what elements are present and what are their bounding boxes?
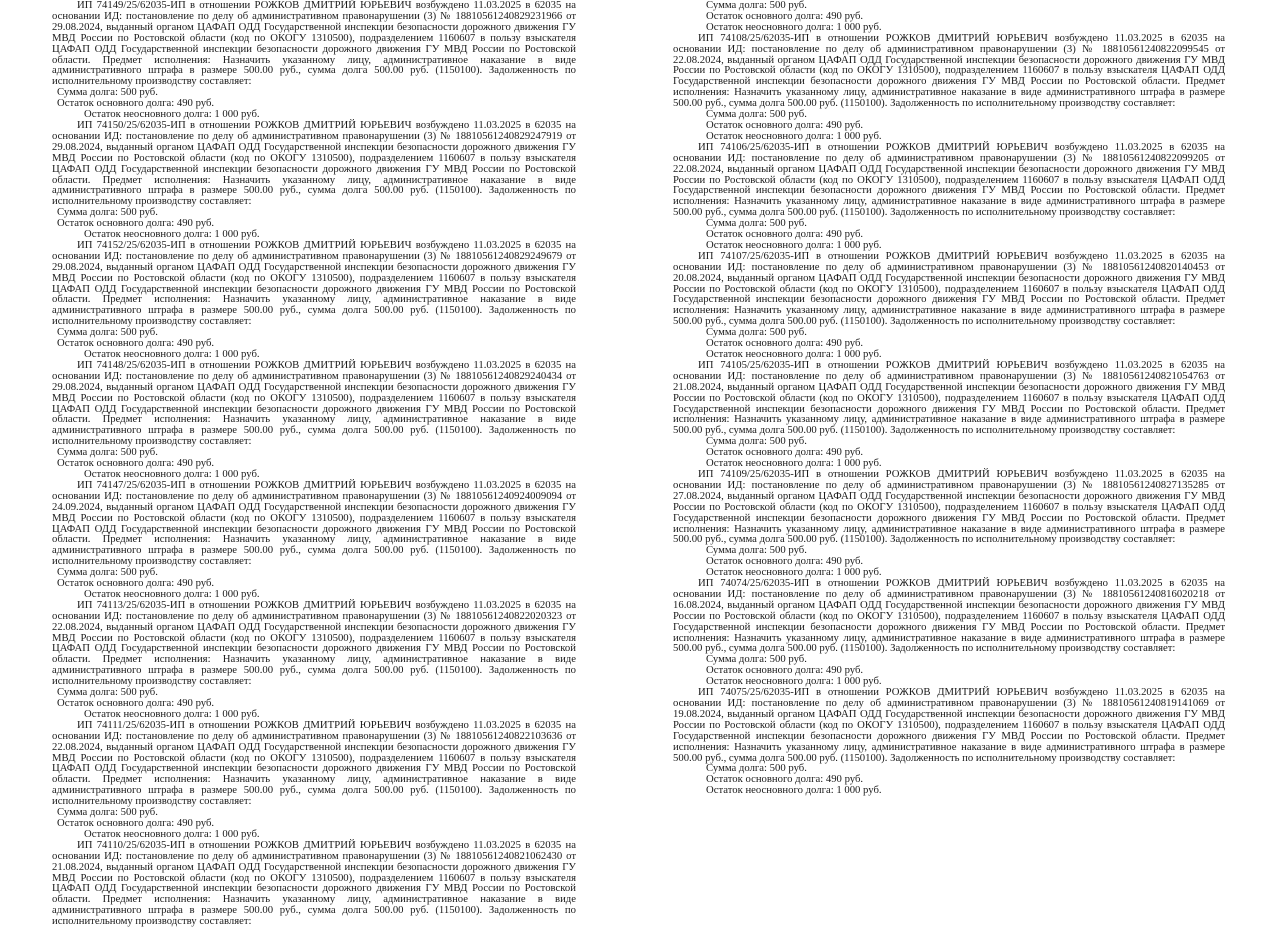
debt-sum: Сумма долга: 500 руб. (706, 108, 807, 121)
debt-entry (673, 33, 1225, 142)
main-debt-balance: Остаток основного долга: 490 руб. (57, 217, 215, 230)
debt-sum: Сумма долга: 500 руб. (57, 806, 158, 819)
debt-entry (52, 480, 576, 600)
right-column (673, 0, 1225, 796)
main-debt-balance: Остаток основного долга: 490 руб. (706, 555, 864, 568)
entry-text: ИП 74152/25/62035-ИП в отношении РОЖКОВ ДМИТРИЙ ЮРЬЕВИЧ возбуждено 11.03.2025 в 62035 на основании ИД: постановление по делу об административном правонарушении (3) № 18810561240829249679 от 29.08.2024, выданный органом ЦАФАП ОДД Государственной инспекции безопасности дорожного движения ГУ МВД России по Ростовской области (код по ОКОГУ 1310500), подразделением 1160607 в пользу взыскателя ЦАФАП ОДД Государственной инспекции безопасности дорожного движения ГУ МВД России по Ростовской области. Предмет исполнения: Назначить указанному лицу, административное наказание в виде административного штрафа в размере 500.00 руб., сумма долга 500.00 руб. (1150100). Задолженность по исполнительному производству составляет: (52, 238, 576, 328)
debt-sum: Сумма долга: 500 руб. (57, 566, 158, 579)
debt-sum: Сумма долга: 500 руб. (706, 326, 807, 339)
nonmain-debt-balance: Остаток неосновного долга: 1 000 руб. (84, 467, 260, 480)
continued-entry-tail (673, 0, 1225, 33)
debt-entry (52, 0, 576, 120)
main-debt-balance: Остаток основного долга: 490 руб. (57, 97, 215, 110)
main-debt-balance: Остаток основного долга: 490 руб. (706, 446, 864, 459)
left-column (52, 0, 576, 927)
nonmain-debt-balance: Остаток неосновного долга: 1 000 руб. (706, 457, 882, 470)
debt-entry (52, 120, 576, 240)
nonmain-debt-balance: Остаток неосновного долга: 1 000 руб. (706, 566, 882, 579)
entry-text: ИП 74111/25/62035-ИП в отношении РОЖКОВ ДМИТРИЙ ЮРЬЕВИЧ возбуждено 11.03.2025 в 62035 на основании ИД: постановление по делу об административном правонарушении (3) № 18810561240822103636 от 22.08.2024, выданный органом ЦАФАП ОДД Государственной инспекции безопасности дорожного движения ГУ МВД России по Ростовской области (код по ОКОГУ 1310500), подразделением 1160607 в пользу взыскателя ЦАФАП ОДД Государственной инспекции безопасности дорожного движения ГУ МВД России по Ростовской области. Предмет исполнения: Назначить указанному лицу, административное наказание в виде административного штрафа в размере 500.00 руб., сумма долга 500.00 руб. (1150100). Задолженность по исполнительному производству составляет: (52, 718, 576, 808)
debt-sum: Сумма долга: 500 руб. (706, 762, 807, 775)
main-debt-balance: Остаток основного долга: 490 руб. (706, 228, 864, 241)
main-debt-balance: Остаток основного долга: 490 руб. (706, 773, 864, 786)
main-debt-balance: Остаток основного долга: 490 руб. (57, 697, 215, 709)
debt-sum: Сумма долга: 500 руб. (57, 206, 158, 219)
debt-entry (52, 840, 576, 927)
nonmain-debt-balance: Остаток неосновного долга: 1 000 руб. (84, 587, 260, 600)
nonmain-debt-balance: Остаток неосновного долга: 1 000 руб. (84, 348, 260, 360)
debt-entry (52, 240, 576, 360)
main-debt-balance: Остаток основного долга: 490 руб. (57, 337, 215, 350)
debt-entry (673, 578, 1225, 687)
entry-text: ИП 74074/25/62035-ИП в отношении РОЖКОВ ДМИТРИЙ ЮРЬЕВИЧ возбуждено 11.03.2025 в 62035 на основании ИД: постановление по делу об административном правонарушении (3) № 18810561240816020218 от 16.08.2024, выданный органом ЦАФАП ОДД Государственной инспекции безопасности дорожного движения ГУ МВД России по Ростовской области (код по ОКОГУ 1310500), подразделением 1160607 в пользу взыскателя ЦАФАП ОДД Государственной инспекции безопасности дорожного движения ГУ МВД России по Ростовской области. Предмет исполнения: Назначить указанному лицу, административное наказание в виде административного штрафа в размере 500.00 руб., сумма долга 500.00 руб. (1150100). Задолженность по исполнительному производству составляет: (673, 577, 1225, 655)
debt-entry (673, 360, 1225, 469)
entry-text: ИП 74075/25/62035-ИП в отношении РОЖКОВ ДМИТРИЙ ЮРЬЕВИЧ возбуждено 11.03.2025 в 62035 на основании ИД: постановление по делу об административном правонарушении (3) № 18810561240819141069 от 19.08.2024, выданный органом ЦАФАП ОДД Государственной инспекции безопасности дорожного движения ГУ МВД России по Ростовской области (код по ОКОГУ 1310500), подразделением 1160607 в пользу взыскателя ЦАФАП ОДД Государственной инспекции безопасности дорожного движения ГУ МВД России по Ростовской области. Предмет исполнения: Назначить указанному лицу, административное наказание в виде административного штрафа в размере 500.00 руб., сумма долга 500.00 руб. (1150100). Задолженность по исполнительному производству составляет: (673, 686, 1225, 764)
entry-text: ИП 74107/25/62035-ИП в отношении РОЖКОВ ДМИТРИЙ ЮРЬЕВИЧ возбуждено 11.03.2025 в 62035 на основании ИД: постановление по делу об административном правонарушении (3) № 18810561240820140453 от 20.08.2024, выданный органом ЦАФАП ОДД Государственной инспекции безопасности дорожного движения ГУ МВД России по Ростовской области (код по ОКОГУ 1310500), подразделением 1160607 в пользу взыскателя ЦАФАП ОДД Государственной инспекции безопасности дорожного движения ГУ МВД России по Ростовской области. Предмет исполнения: Назначить указанному лицу, административное наказание в виде административного штрафа в размере 500.00 руб., сумма долга 500.00 руб. (1150100). Задолженность по исполнительному производству составляет: (673, 249, 1225, 328)
nonmain-debt-balance: Остаток неосновного долга: 1 000 руб. (706, 20, 882, 33)
main-debt-balance: Остаток основного долга: 490 руб. (57, 816, 215, 829)
main-debt-balance: Остаток основного долга: 490 руб. (706, 337, 864, 350)
entry-text: ИП 74148/25/62035-ИП в отношении РОЖКОВ ДМИТРИЙ ЮРЬЕВИЧ возбуждено 11.03.2025 в 62035 на основании ИД: постановление по делу об административном правонарушении (3) № 18810561240829240434 от 29.08.2024, выданный органом ЦАФАП ОДД Государственной инспекции безопасности дорожного движения ГУ МВД России по Ростовской области (код по ОКОГУ 1310500), подразделением 1160607 в пользу взыскателя ЦАФАП ОДД Государственной инспекции безопасности дорожного движения ГУ МВД России по Ростовской области. Предмет исполнения: Назначить указанному лицу, административное наказание в виде административного штрафа в размере 500.00 руб., сумма долга 500.00 руб. (1150100). Задолженность по исполнительному производству составляет: (52, 358, 576, 448)
entry-text: ИП 74147/25/62035-ИП в отношении РОЖКОВ ДМИТРИЙ ЮРЬЕВИЧ возбуждено 11.03.2025 в 62035 на основании ИД: постановление по делу об административном правонарушении (3) № 18810561240924009094 от 24.09.2024, выданный органом ЦАФАП ОДД Государственной инспекции безопасности дорожного движения ГУ МВД России по Ростовской области (код по ОКОГУ 1310500), подразделением 1160607 в пользу взыскателя ЦАФАП ОДД Государственной инспекции безопасности дорожного движения ГУ МВД России по Ростовской области. Предмет исполнения: Назначить указанному лицу, административное наказание в виде административного штрафа в размере 500.00 руб., сумма долга 500.00 руб. (1150100). Задолженность по исполнительному производству составляет: (52, 478, 576, 568)
entry-text: ИП 74108/25/62035-ИП в отношении РОЖКОВ ДМИТРИЙ ЮРЬЕВИЧ возбуждено 11.03.2025 в 62035 на основании ИД: постановление по делу об административном правонарушении (3) № 18810561240822099545 от 22.08.2024, выданный органом ЦАФАП ОДД Государственной инспекции безопасности дорожного движения ГУ МВД России по Ростовской области (код по ОКОГУ 1310500), подразделением 1160607 в пользу взыскателя ЦАФАП ОДД Государственной инспекции безопасности дорожного движения ГУ МВД России по Ростовской области. Предмет исполнения: Назначить указанному лицу, административное наказание в виде административного штрафа в размере 500.00 руб., сумма долга 500.00 руб. (1150100). Задолженность по исполнительному производству составляет: (673, 31, 1225, 110)
nonmain-debt-balance: Остаток неосновного долга: 1 000 руб. (84, 108, 260, 121)
debt-sum: Сумма долга: 500 руб. (706, 435, 807, 448)
debt-sum: Сумма долга: 500 руб. (706, 653, 807, 666)
entry-text: ИП 74105/25/62035-ИП в отношении РОЖКОВ ДМИТРИЙ ЮРЬЕВИЧ возбуждено 11.03.2025 в 62035 на основании ИД: постановление по делу об административном правонарушении (3) № 18810561240821054763 от 21.08.2024, выданный органом ЦАФАП ОДД Государственной инспекции безопасности дорожного движения ГУ МВД России по Ростовской области (код по ОКОГУ 1310500), подразделением 1160607 в пользу взыскателя ЦАФАП ОДД Государственной инспекции безопасности дорожного движения ГУ МВД России по Ростовской области. Предмет исполнения: Назначить указанному лицу, административное наказание в виде административного штрафа в размере 500.00 руб., сумма долга 500.00 руб. (1150100). Задолженность по исполнительному производству составляет: (673, 358, 1225, 437)
debt-entry (673, 687, 1225, 796)
debt-entry (52, 720, 576, 840)
debt-sum: Сумма долга: 500 руб. (57, 446, 158, 459)
main-debt-balance: Остаток основного долга: 490 руб. (57, 577, 215, 590)
entry-text: ИП 74110/25/62035-ИП в отношении РОЖКОВ ДМИТРИЙ ЮРЬЕВИЧ возбуждено 11.03.2025 в 62035 на основании ИД: постановление по делу об административном правонарушении (3) № 18810561240821062430 от 21.08.2024, выданный органом ЦАФАП ОДД Государственной инспекции безопасности дорожного движения ГУ МВД России по Ростовской области (код по ОКОГУ 1310500), подразделением 1160607 в пользу взыскателя ЦАФАП ОДД Государственной инспекции безопасности дорожного движения ГУ МВД России по Ростовской области. Предмет исполнения: Назначить указанному лицу, административное наказание в виде административного штрафа в размере 500.00 руб., сумма долга 500.00 руб. (1150100). Задолженность по исполнительному производству составляет: (52, 838, 576, 927)
entry-text: ИП 74150/25/62035-ИП в отношении РОЖКОВ ДМИТРИЙ ЮРЬЕВИЧ возбуждено 11.03.2025 в 62035 на основании ИД: постановление по делу об административном правонарушении (3) № 18810561240829247919 от 29.08.2024, выданный органом ЦАФАП ОДД Государственной инспекции безопасности дорожного движения ГУ МВД России по Ростовской области (код по ОКОГУ 1310500), подразделением 1160607 в пользу взыскателя ЦАФАП ОДД Государственной инспекции безопасности дорожного движения ГУ МВД России по Ростовской области. Предмет исполнения: Назначить указанному лицу, административное наказание в виде административного штрафа в размере 500.00 руб., сумма долга 500.00 руб. (1150100). Задолженность по исполнительному производству составляет: (52, 118, 576, 208)
debt-sum: Сумма долга: 500 руб. (706, 544, 807, 557)
debt-entry (673, 469, 1225, 578)
nonmain-debt-balance: Остаток неосновного долга: 1 000 руб. (706, 238, 882, 251)
entry-text: ИП 74109/25/62035-ИП в отношении РОЖКОВ ДМИТРИЙ ЮРЬЕВИЧ возбуждено 11.03.2025 в 62035 на основании ИД: постановление по делу об административном правонарушении (3) № 18810561240827135285 от 27.08.2024, выданный органом ЦАФАП ОДД Государственной инспекции безопасности дорожного движения ГУ МВД России по Ростовской области (код по ОКОГУ 1310500), подразделением 1160607 в пользу взыскателя ЦАФАП ОДД Государственной инспекции безопасности дорожного движения ГУ МВД России по Ростовской области. Предмет исполнения: Назначить указанному лицу, административное наказание в виде административного штрафа в размере 500.00 руб., сумма долга 500.00 руб. (1150100). Задолженность по исполнительному производству составляет: (673, 467, 1225, 546)
debt-sum: Сумма долга: 500 руб. (706, 0, 807, 11)
entry-text: ИП 74113/25/62035-ИП в отношении РОЖКОВ ДМИТРИЙ ЮРЬЕВИЧ возбуждено 11.03.2025 в 62035 на основании ИД: постановление по делу об административном правонарушении (3) № 18810561240822020323 от 22.08.2024, выданный органом ЦАФАП ОДД Государственной инспекции безопасности дорожного движения ГУ МВД России по Ростовской области (код по ОКОГУ 1310500), подразделением 1160607 в пользу взыскателя ЦАФАП ОДД Государственной инспекции безопасности дорожного движения ГУ МВД России по Ростовской области. Предмет исполнения: Назначить указанному лицу, административное наказание в виде административного штрафа в размере 500.00 руб., сумма долга 500.00 руб. (1150100). Задолженность по исполнительному производству составляет: (52, 598, 576, 688)
main-debt-balance: Остаток основного долга: 490 руб. (57, 457, 215, 470)
debt-sum: Сумма долга: 500 руб. (706, 217, 807, 230)
debt-sum: Сумма долга: 500 руб. (57, 326, 158, 339)
nonmain-debt-balance: Остаток неосновного долга: 1 000 руб. (84, 827, 260, 840)
entry-text: ИП 74106/25/62035-ИП в отношении РОЖКОВ ДМИТРИЙ ЮРЬЕВИЧ возбуждено 11.03.2025 в 62035 на основании ИД: постановление по делу об административном правонарушении (3) № 18810561240822099205 от 22.08.2024, выданный органом ЦАФАП ОДД Государственной инспекции безопасности дорожного движения ГУ МВД России по Ростовской области (код по ОКОГУ 1310500), подразделением 1160607 в пользу взыскателя ЦАФАП ОДД Государственной инспекции безопасности дорожного движения ГУ МВД России по Ростовской области. Предмет исполнения: Назначить указанному лицу, административное наказание в виде административного штрафа в размере 500.00 руб., сумма долга 500.00 руб. (1150100). Задолженность по исполнительному производству составляет: (673, 140, 1225, 219)
debt-sum: Сумма долга: 500 руб. (57, 86, 158, 99)
debt-entry (673, 251, 1225, 360)
debt-sum: Сумма долга: 500 руб. (57, 686, 158, 699)
debt-entry (673, 142, 1225, 251)
debt-entry (52, 600, 576, 720)
main-debt-balance: Остаток основного долга: 490 руб. (706, 9, 864, 22)
nonmain-debt-balance: Остаток неосновного долга: 1 000 руб. (706, 348, 882, 360)
nonmain-debt-balance: Остаток неосновного долга: 1 000 руб. (706, 129, 882, 142)
main-debt-balance: Остаток основного долга: 490 руб. (706, 118, 864, 131)
nonmain-debt-balance: Остаток неосновного долга: 1 000 руб. (706, 784, 882, 797)
nonmain-debt-balance: Остаток неосновного долга: 1 000 руб. (706, 675, 882, 688)
nonmain-debt-balance: Остаток неосновного долга: 1 000 руб. (84, 228, 260, 241)
debt-entry (52, 360, 576, 480)
entry-text: ИП 74149/25/62035-ИП в отношении РОЖКОВ ДМИТРИЙ ЮРЬЕВИЧ возбуждено 11.03.2025 в 62035 на основании ИД: постановление по делу об административном правонарушении (3) № 18810561240829231966 от 29.08.2024, выданный органом ЦАФАП ОДД Государственной инспекции безопасности дорожного движения ГУ МВД России по Ростовской области (код по ОКОГУ 1310500), подразделением 1160607 в пользу взыскателя ЦАФАП ОДД Государственной инспекции безопасности дорожного движения ГУ МВД России по Ростовской области. Предмет исполнения: Назначить указанному лицу, административное наказание в виде административного штрафа в размере 500.00 руб., сумма долга 500.00 руб. (1150100). Задолженность по исполнительному производству составляет: (52, 0, 576, 88)
main-debt-balance: Остаток основного долга: 490 руб. (706, 664, 864, 677)
nonmain-debt-balance: Остаток неосновного долга: 1 000 руб. (84, 707, 260, 720)
